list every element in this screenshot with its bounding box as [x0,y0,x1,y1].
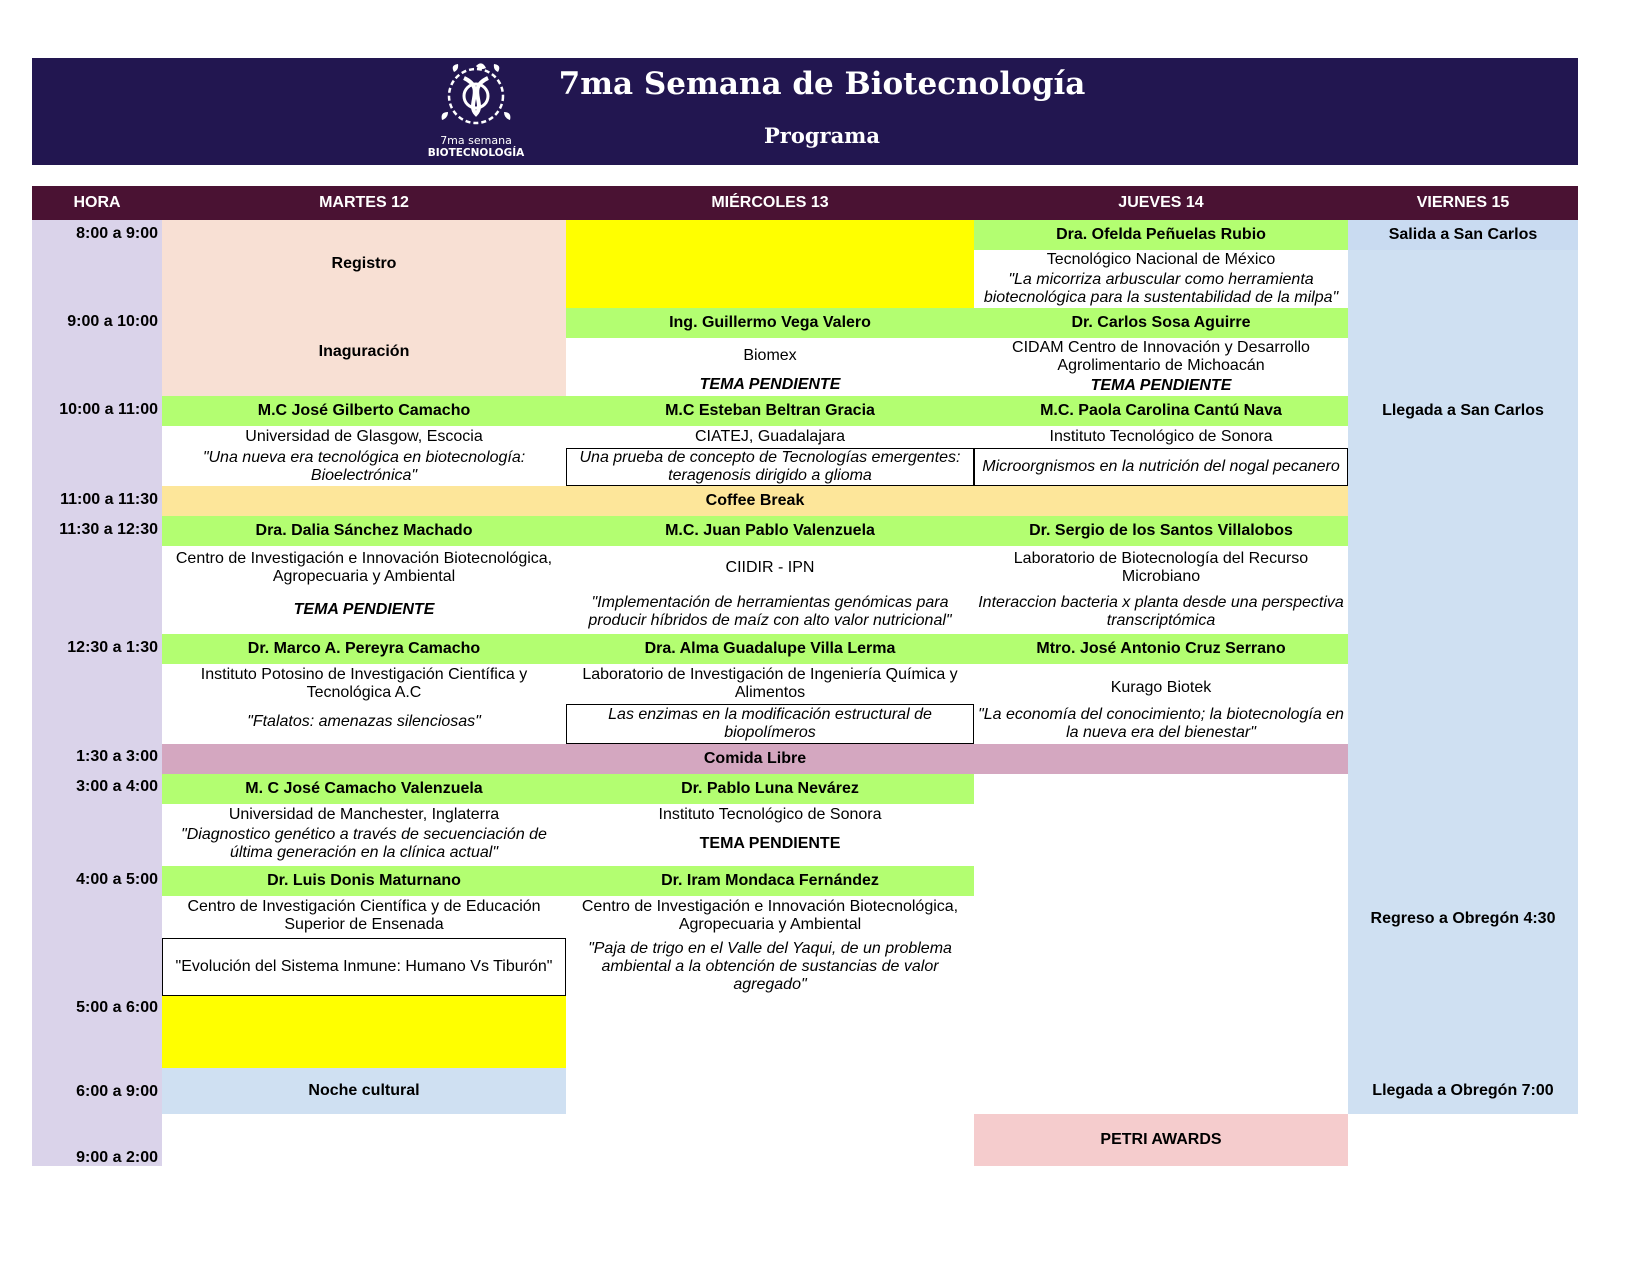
jueves-s2-institution: CIDAM Centro de Innovación y Desarrollo Agrolimentario de Michoacán [1012,339,1310,374]
martes-s1-institution: Universidad de Glasgow, Escocia [245,428,483,445]
miercoles-s3-speaker: M.C. Juan Pablo Valenzuela [566,516,974,546]
time-slot: 4:00 a 5:00 [76,871,158,888]
logo-line1: 7ma semana [440,134,512,147]
martes-s5-speaker: Dr. Luis Donis Maturnano [162,866,566,896]
time-slot: 10:00 a 11:00 [59,401,158,418]
martes-s2-speaker: Dra. Dalia Sánchez Machado [162,516,566,546]
jueves-s3-speaker: M.C. Paola Carolina Cantú Nava [974,396,1348,426]
page-title: 7ma Semana de Biotecnología [558,66,1086,102]
jueves-s1-topic: "La micorriza arbuscular como herramienta biotecnológica para la sustentabilidad de la milpa" [983,271,1339,306]
column-header-viernes: VIERNES 15 [1416,194,1510,211]
logo-line2: BIOTECNOLOGÍA [427,147,525,159]
jueves-s4-institution: Laboratorio de Biotecnología del Recurso Microbiano [1013,550,1309,585]
time-slot: 1:30 a 3:00 [76,748,158,765]
miercoles-s3-topic: "Implementación de herramientas genómicas para producir híbridos de maíz con alto valor nutricional" [588,594,952,629]
column-header-miercoles: MIÉRCOLES 13 [711,194,829,211]
jueves-s5-topic: "La economía del conocimiento; la biotecnología en la nueva era del bienestar" [978,706,1344,741]
miercoles-s2-institution: CIATEJ, Guadalajara [695,428,845,445]
miercoles-s5-topic: TEMA PENDIENTE [699,835,841,852]
miercoles-yellow-block [566,220,974,308]
martes-s2-topic: TEMA PENDIENTE [293,601,435,618]
martes-s1-speaker: M.C José Gilberto Camacho [162,396,566,426]
miercoles-s4-topic: Las enzimas en la modificación estructural de biopolímeros [566,704,974,744]
time-slot: 8:00 a 9:00 [76,225,158,242]
comida-libre: Comida Libre [162,744,1348,774]
column-header-hora: HORA [73,194,121,211]
martes-s2-institution: Centro de Investigación e Innovación Biotecnológica, Agropecuaria y Ambiental [175,550,553,585]
jueves-s2-speaker: Dr. Carlos Sosa Aguirre [974,308,1348,338]
martes-s5-topic: "Evolución del Sistema Inmune: Humano Vs Tiburón" [162,938,566,996]
martes-s4-topic: "Diagnostico genético a través de secuenciación de última generación en la clínica actual" [181,826,547,861]
miercoles-s1-speaker: Ing. Guillermo Vega Valero [566,308,974,338]
miercoles-s1-institution: Biomex [743,347,797,364]
miercoles-s2-speaker: M.C Esteban Beltran Gracia [566,396,974,426]
jueves-s4-speaker: Dr. Sergio de los Santos Villalobos [974,516,1348,546]
jueves-s3-topic: Microorgnismos en la nutrición del nogal pecanero [974,448,1348,486]
miercoles-s6-institution: Centro de Investigación e Innovación Biotecnológica, Agropecuaria y Ambiental [581,898,959,933]
jueves-petri-awards: PETRI AWARDS [974,1114,1348,1166]
time-slot: 11:00 a 11:30 [60,491,158,508]
viernes-llegada: Llegada a San Carlos [1382,402,1544,419]
jueves-s1-speaker: Dra. Ofelda Peñuelas Rubio [974,220,1348,250]
time-slot: 6:00 a 9:00 [76,1083,158,1100]
miercoles-s4-speaker: Dra. Alma Guadalupe Villa Lerma [566,634,974,664]
jueves-s2-topic: TEMA PENDIENTE [1090,377,1232,394]
martes-s5-institution: Centro de Investigación Científica y de Educación Superior de Ensenada [187,898,541,933]
viernes-regreso: Regreso a Obregón 4:30 [1370,910,1556,927]
hora-column [32,220,162,1166]
jueves-s3-institution: Instituto Tecnológico de Sonora [1049,428,1273,445]
miercoles-s6-speaker: Dr. Iram Mondaca Fernández [566,866,974,896]
column-header-martes: MARTES 12 [319,194,409,211]
martes-noche-cultural: Noche cultural [162,1068,566,1114]
jueves-s1-institution: Tecnológico Nacional de México [1046,251,1276,268]
time-slot: 9:00 a 2:00 [76,1149,158,1166]
miercoles-s6-topic: "Paja de trigo en el Valle del Yaqui, de un problema ambiental a la obtención de sustancias de valor agregado" [588,940,952,993]
martes-s3-topic: "Ftalatos: amenazas silenciosas" [247,713,481,730]
jueves-s5-speaker: Mtro. José Antonio Cruz Serrano [974,634,1348,664]
viernes-column-block [1348,250,1578,1114]
time-slot: 11:30 a 12:30 [59,521,158,538]
miercoles-s1-topic: TEMA PENDIENTE [699,376,841,393]
coffee-break: Coffee Break [162,486,1348,516]
time-slot: 9:00 a 10:00 [67,313,158,330]
viernes-salida: Salida a San Carlos [1348,220,1578,250]
miercoles-s4-institution: Laboratorio de Investigación de Ingeniería Química y Alimentos [582,666,958,701]
time-slot: 3:00 a 4:00 [76,778,158,795]
time-slot: 5:00 a 6:00 [76,999,158,1016]
martes-s4-speaker: M. C José Camacho Valenzuela [162,774,566,804]
miercoles-s5-speaker: Dr. Pablo Luna Nevárez [566,774,974,804]
martes-registro: Registro [162,220,566,308]
martes-yellow-block [162,996,566,1068]
column-header-jueves: JUEVES 14 [1118,194,1204,211]
viernes-llegada-obregon: Llegada a Obregón 7:00 [1372,1082,1554,1099]
martes-inaguracion: Inaguración [162,308,566,396]
jueves-s4-topic: Interaccion bacteria x planta desde una perspectiva transcriptómica [978,594,1344,629]
page-subtitle: Programa [763,123,881,148]
jueves-s5-institution: Kurago Biotek [1110,679,1212,696]
martes-s3-speaker: Dr. Marco A. Pereyra Camacho [162,634,566,664]
martes-s3-institution: Instituto Potosino de Investigación Científica y Tecnológica A.C [200,666,528,701]
miercoles-s3-institution: CIIDIR - IPN [725,559,815,576]
time-slot: 12:30 a 1:30 [67,639,158,656]
miercoles-s5-institution: Instituto Tecnológico de Sonora [658,806,882,823]
miercoles-s2-topic: Una prueba de concepto de Tecnologías emergentes: teragenosis dirigido a glioma [566,448,974,486]
martes-s1-topic: "Una nueva era tecnológica en biotecnología: Bioelectrónica" [202,449,526,484]
martes-s4-institution: Universidad de Manchester, Inglaterra [228,806,500,823]
